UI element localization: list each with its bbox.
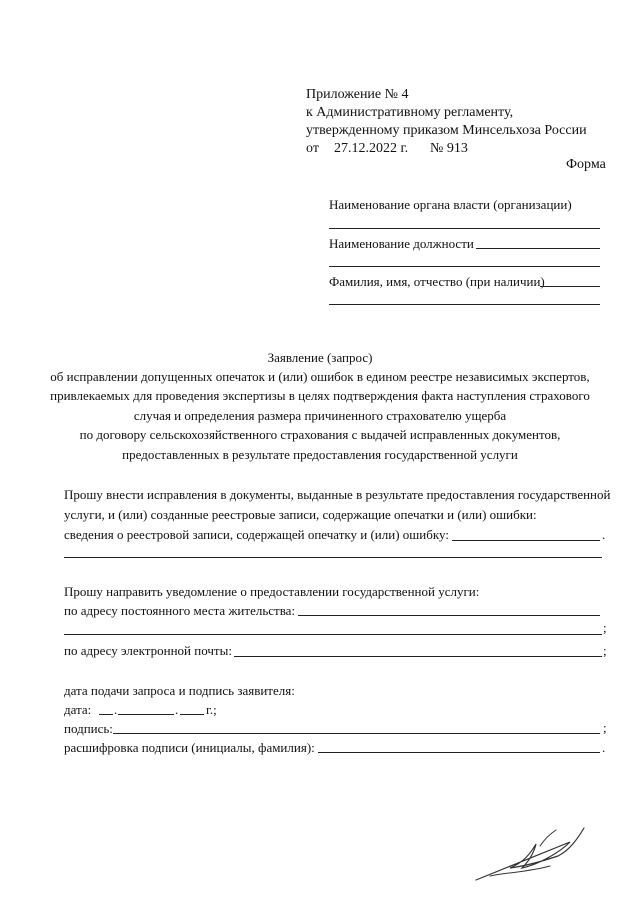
registry-record-label: сведения о реестровой записи, содержащей опечатку и (или) ошибку: xyxy=(64,527,449,542)
submission-header: дата подачи запроса и подпись заявителя: xyxy=(64,683,295,698)
date-separator: . xyxy=(114,702,118,717)
appendix-order-number: № 913 xyxy=(430,141,468,156)
date-separator: . xyxy=(175,702,179,717)
signature-label: подпись: xyxy=(64,721,113,736)
request-text-line-1: Прошу внести исправления в документы, выданные в результате предоставления государственной xyxy=(64,487,611,502)
date-year-suffix: г.; xyxy=(206,702,217,717)
appendix-date: 27.12.2022 г. xyxy=(334,141,409,156)
postal-address-field-2[interactable] xyxy=(64,634,602,635)
form-label: Форма xyxy=(566,157,606,172)
date-year-field[interactable] xyxy=(180,714,204,715)
recipient-fio-label: Фамилия, имя, отчество (при наличии) xyxy=(329,274,545,289)
notify-text: Прошу направить уведомление о предоставлении государственной услуги: xyxy=(64,584,480,599)
date-day-field[interactable] xyxy=(99,714,113,715)
signature-end-mark: ; xyxy=(603,720,607,735)
email-address-field[interactable] xyxy=(234,656,602,657)
email-address-end-mark: ; xyxy=(603,643,607,658)
registry-record-field-2[interactable] xyxy=(64,557,602,558)
postal-address-end-mark: ; xyxy=(603,620,607,635)
recipient-position-field[interactable] xyxy=(476,248,600,249)
date-month-field[interactable] xyxy=(118,714,174,715)
signature-decode-label: расшифровка подписи (инициалы, фамилия): xyxy=(64,740,315,755)
request-text-line-2: услуги, и (или) созданные реестровые записи, содержащие опечатки и (или) ошибки: xyxy=(64,507,537,522)
document-subject-line-3: случая и определения размера причиненного страхователю ущерба xyxy=(133,408,507,423)
signature-decode-field[interactable] xyxy=(318,752,600,753)
registry-record-field[interactable] xyxy=(452,540,600,541)
handwritten-signature xyxy=(470,822,590,884)
appendix-approved-by: утвержденному приказом Минсельхоза России xyxy=(306,123,587,138)
signature-decode-end-mark: . xyxy=(602,740,606,755)
document-subject-line-2: привлекаемых для проведения экспертизы в целях подтверждения факта наступления страхового xyxy=(50,388,590,403)
recipient-org-field[interactable] xyxy=(329,228,600,229)
date-label: дата: xyxy=(64,702,92,717)
recipient-position-field-2[interactable] xyxy=(329,266,600,267)
appendix-date-prefix: от xyxy=(306,141,319,156)
appendix-regulation: к Административному регламенту, xyxy=(306,105,514,120)
email-address-label: по адресу электронной почты: xyxy=(64,643,232,658)
document-subject-line-1: об исправлении допущенных опечаток и (или) ошибок в едином реестре независимых экспертов, xyxy=(50,369,590,384)
document-subject-line-4: по договору сельскохозяйственного страхования с выдачей исправленных документов, xyxy=(79,427,561,442)
recipient-fio-field-2[interactable] xyxy=(329,304,600,305)
document-subject-line-5: предоставленных в результате предоставления государственной услуги xyxy=(122,447,518,462)
recipient-org-label: Наименование органа власти (организации) xyxy=(329,197,572,212)
signature-field[interactable] xyxy=(113,733,600,734)
recipient-position-label: Наименование должности xyxy=(329,236,474,251)
appendix-number: Приложение № 4 xyxy=(306,87,409,102)
recipient-fio-field[interactable] xyxy=(540,286,600,287)
document-title: Заявление (запрос) xyxy=(267,350,373,365)
registry-record-end-mark: . xyxy=(602,527,606,542)
postal-address-label: по адресу постоянного места жительства: xyxy=(64,603,296,618)
postal-address-field[interactable] xyxy=(298,615,600,616)
